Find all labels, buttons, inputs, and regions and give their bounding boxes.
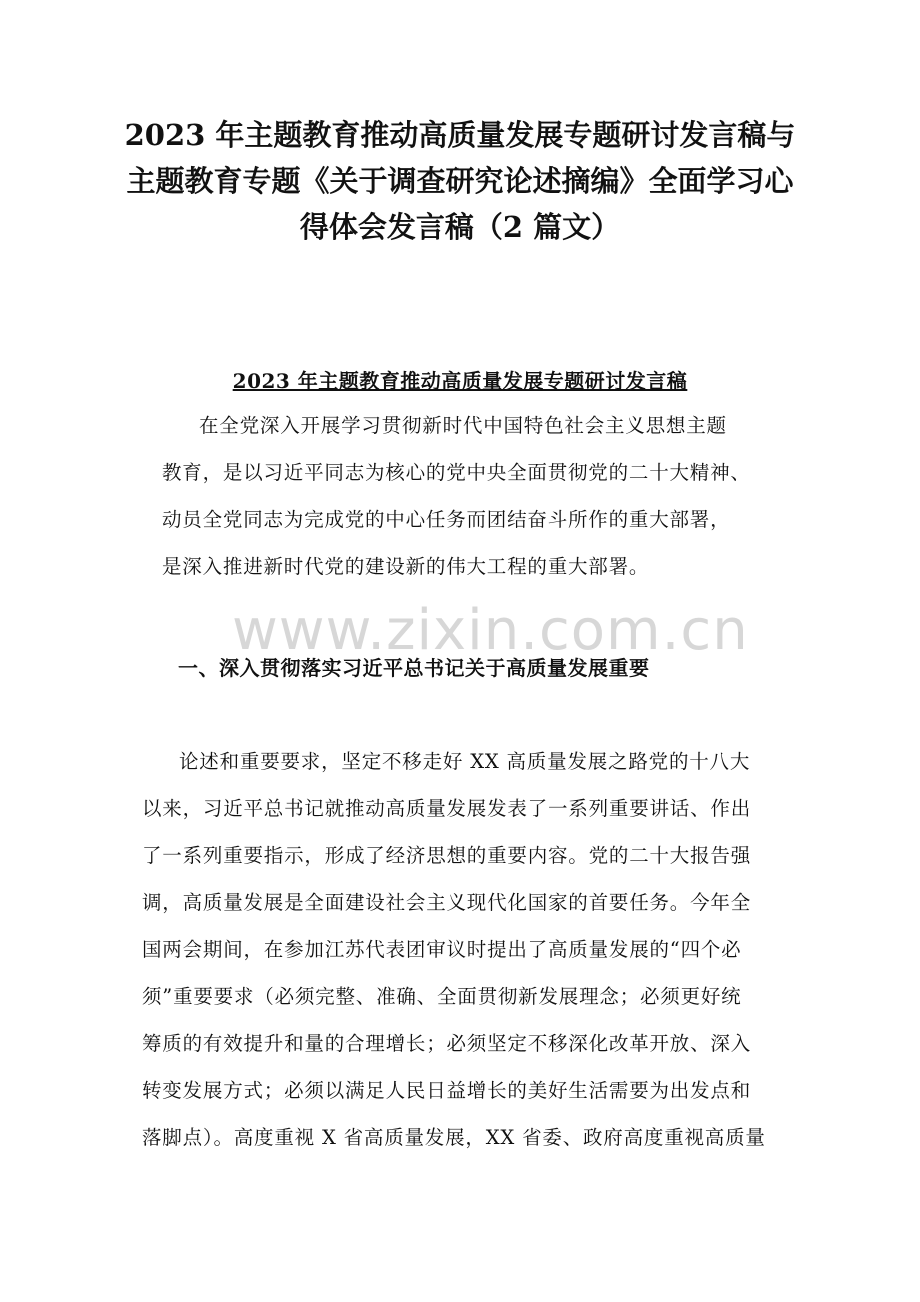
intro-paragraph [162, 402, 802, 590]
paragraph-line: 动员全党同志为完成党的中心任务而团结奋斗所作的重大部署， [162, 508, 731, 531]
paragraph-line: 论述和重要要求，坚定不移走好 XX 高质量发展之路党的十八大 [179, 750, 751, 773]
paragraph-line: 在全党深入开展学习贯彻新时代中国特色社会主义思想主题 [199, 414, 727, 437]
paragraph-line: 教育，是以习近平同志为核心的党中央全面贯彻党的二十大精神、 [162, 461, 751, 484]
paragraph-line: 国两会期间，在参加江苏代表团审议时提出了高质量发展的“四个必 [142, 938, 742, 961]
paragraph-line: 了一系列重要指示，形成了经济思想的重要内容。党的二十大报告强 [142, 844, 752, 867]
title-line: 2023 年主题教育推动高质量发展专题研讨发言稿与 [124, 118, 796, 152]
paragraph-line: 须”重要要求（必须完整、准确、全面贯彻新发展理念；必须更好统 [142, 985, 742, 1008]
document-title [100, 112, 820, 250]
section-title: 2023 年主题教育推动高质量发展专题研讨发言稿 [232, 369, 688, 393]
paragraph-line: 落脚点）。高度重视 X 省高质量发展，XX 省委、政府高度重视高质量 [142, 1126, 766, 1149]
paragraph-line: 是深入推进新时代党的建设新的伟大工程的重大部署。 [162, 555, 650, 578]
watermark: www.zixin.com.cn [232, 598, 749, 663]
title-line: 得体会发言稿（2 篇文） [299, 210, 621, 244]
body-paragraph [142, 738, 802, 1161]
paragraph-line: 以来，习近平总书记就推动高质量发展发表了一系列重要讲话、作出 [142, 797, 752, 820]
section-heading: 一、深入贯彻落实习近平总书记关于高质量发展重要 [178, 656, 650, 680]
paragraph-line: 转变发展方式；必须以满足人民日益增长的美好生活需要为出发点和 [142, 1079, 752, 1102]
paragraph-line: 调，高质量发展是全面建设社会主义现代化国家的首要任务。今年全 [142, 891, 752, 914]
title-line: 主题教育专题《关于调查研究论述摘编》全面学习心 [126, 164, 794, 198]
paragraph-line: 筹质的有效提升和量的合理增长；必须坚定不移深化改革开放、深入 [142, 1032, 752, 1055]
